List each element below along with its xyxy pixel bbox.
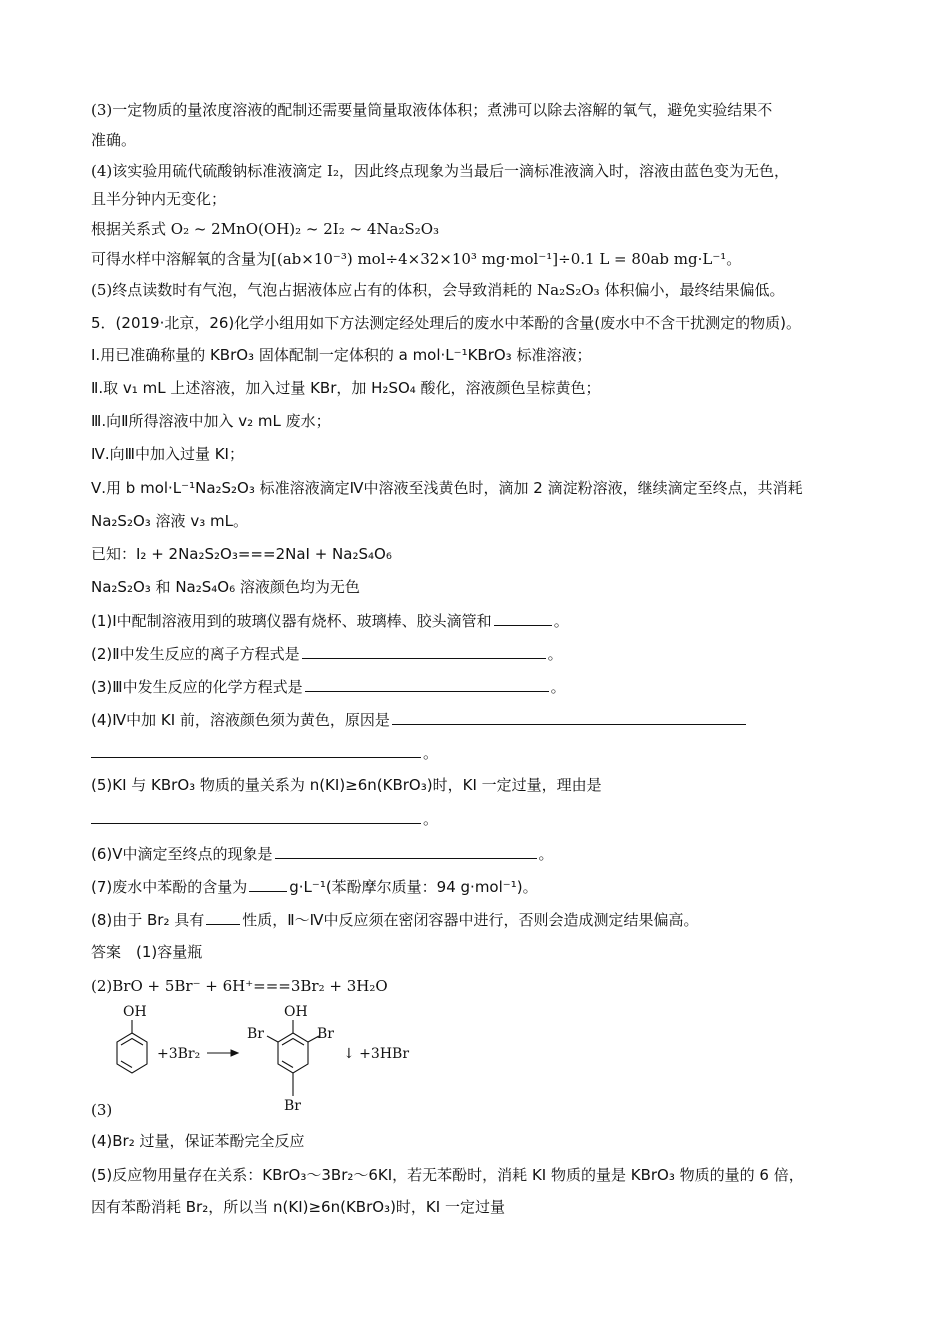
reaction-arrow	[207, 1050, 238, 1056]
answer-blank-6[interactable]	[275, 843, 537, 859]
product-oh-label: OH	[284, 1004, 308, 1020]
step-3: Ⅲ.向Ⅱ所得溶液中加入 v₂ mL 废水；	[91, 412, 331, 430]
analysis-4-cont: 且半分钟内无变化；	[91, 190, 227, 208]
answer-2: (2)BrO + 5Br⁻ + 6H⁺===3Br₂ + 3H₂O	[91, 977, 388, 995]
question-title: 5．(2019·北京，26)化学小组用如下方法测定经处理后的废水中苯酚的含量(废水中不含干扰测定的物质)。	[91, 314, 801, 332]
answer-blank-3[interactable]	[305, 676, 549, 692]
question-7: (7)废水中苯酚的含量为 g·L⁻¹(苯酚摩尔质量：94 g·mol⁻¹)。	[91, 878, 538, 896]
analysis-3: (3)一定物质的量浓度溶液的配制还需要量筒量取液体体积；煮沸可以除去溶解的氧气，避免实验结果不	[91, 101, 773, 119]
answer-blank-7[interactable]	[249, 876, 287, 892]
question-3: (3)Ⅲ中发生反应的化学方程式是 。	[91, 678, 566, 696]
step-2: Ⅱ.取 v₁ mL 上述溶液，加入过量 KBr，加 H₂SO₄ 酸化，溶液颜色呈棕黄色；	[91, 379, 601, 397]
step-4: Ⅳ.向Ⅲ中加入过量 KI；	[91, 445, 244, 463]
known-colors: Na₂S₂O₃ 和 Na₂S₄O₆ 溶液颜色均为无色	[91, 578, 360, 596]
reaction-diagram	[95, 1000, 435, 1110]
step-5-cont: Na₂S₂O₃ 溶液 v₃ mL。	[91, 512, 248, 530]
question-4: (4)Ⅳ中加 KI 前，溶液颜色须为黄色，原因是	[91, 709, 748, 730]
answer-5: (5)反应物用量存在关系：KBrO₃～3Br₂～6KI，若无苯酚时，消耗 KI 物质的量是 KBrO₃ 物质的量的 6 倍，	[91, 1166, 804, 1184]
analysis-3-cont: 准确。	[91, 131, 137, 149]
question-6: (6)Ⅴ中滴定至终点的现象是 。	[91, 845, 554, 863]
reagent-label: +3Br₂	[157, 1046, 201, 1062]
analysis-relation: 根据关系式 O₂ ~ 2MnO(OH)₂ ~ 2I₂ ~ 4Na₂S₂O₃	[91, 220, 440, 238]
answer-3: (3)	[91, 1101, 113, 1119]
answer-blank-1[interactable]	[494, 610, 552, 626]
answer-5-cont: 因有苯酚消耗 Br₂，所以当 n(KI)≥6n(KBrO₃)时，KI 一定过量	[91, 1198, 505, 1216]
question-5: (5)KI 与 KBrO₃ 物质的量关系为 n(KI)≥6n(KBrO₃)时，KI 一定过量，理由是	[91, 776, 602, 794]
phenol-structure	[117, 1020, 147, 1073]
answer-blank-4b[interactable]	[91, 742, 421, 758]
question-1: (1)Ⅰ中配制溶液用到的玻璃仪器有烧杯、玻璃棒、胶头滴管和 。	[91, 612, 569, 630]
step-5: Ⅴ.用 b mol·L⁻¹Na₂S₂O₃ 标准溶液滴定Ⅳ中溶液至浅黄色时，滴加 2 滴淀粉溶液，继续滴定至终点，共消耗	[91, 479, 803, 497]
question-8: (8)由于 Br₂ 具有 性质，Ⅱ～Ⅳ中反应须在密闭容器中进行，否则会造成测定结果偏高。	[91, 911, 699, 929]
product-br-right: Br	[317, 1026, 334, 1042]
answer-blank-5[interactable]	[91, 808, 421, 824]
analysis-4: (4)该实验用硫代硫酸钠标准液滴定 I₂，因此终点现象为当最后一滴标准液滴入时，溶液由蓝色变为无色，	[91, 162, 789, 180]
answer-1: 答案 (1)容量瓶	[91, 943, 203, 961]
answer-blank-8[interactable]	[206, 909, 240, 925]
answer-4: (4)Br₂ 过量，保证苯酚完全反应	[91, 1132, 305, 1150]
known-equation: 已知：I₂ + 2Na₂S₂O₃===2NaI + Na₂S₄O₆	[91, 545, 392, 563]
question-4-cont: 。	[91, 742, 438, 763]
tribromophenol-structure	[267, 1020, 319, 1096]
step-1: Ⅰ.用已准确称量的 KBrO₃ 固体配制一定体积的 a mol·L⁻¹KBrO₃ 标准溶液；	[91, 346, 592, 364]
analysis-5: (5)终点读数时有气泡，气泡占据液体应占有的体积，会导致消耗的 Na₂S₂O₃ 体积偏小，最终结果偏低。	[91, 281, 785, 299]
analysis-content: 可得水样中溶解氧的含量为[(ab×10⁻³) mol÷4×32×10³ mg·mol⁻¹]÷0.1 L = 80ab mg·L⁻¹。	[91, 250, 742, 268]
product-br-bottom: Br	[284, 1098, 301, 1110]
answer-blank-2[interactable]	[302, 643, 546, 659]
question-2: (2)Ⅱ中发生反应的离子方程式是 。	[91, 645, 563, 663]
phenol-oh-label: OH	[123, 1004, 147, 1020]
product-tail-label: ↓ +3HBr	[343, 1046, 410, 1062]
question-5-cont: 。	[91, 808, 438, 829]
answer-blank-4a[interactable]	[392, 709, 746, 725]
product-br-left: Br	[247, 1026, 264, 1042]
